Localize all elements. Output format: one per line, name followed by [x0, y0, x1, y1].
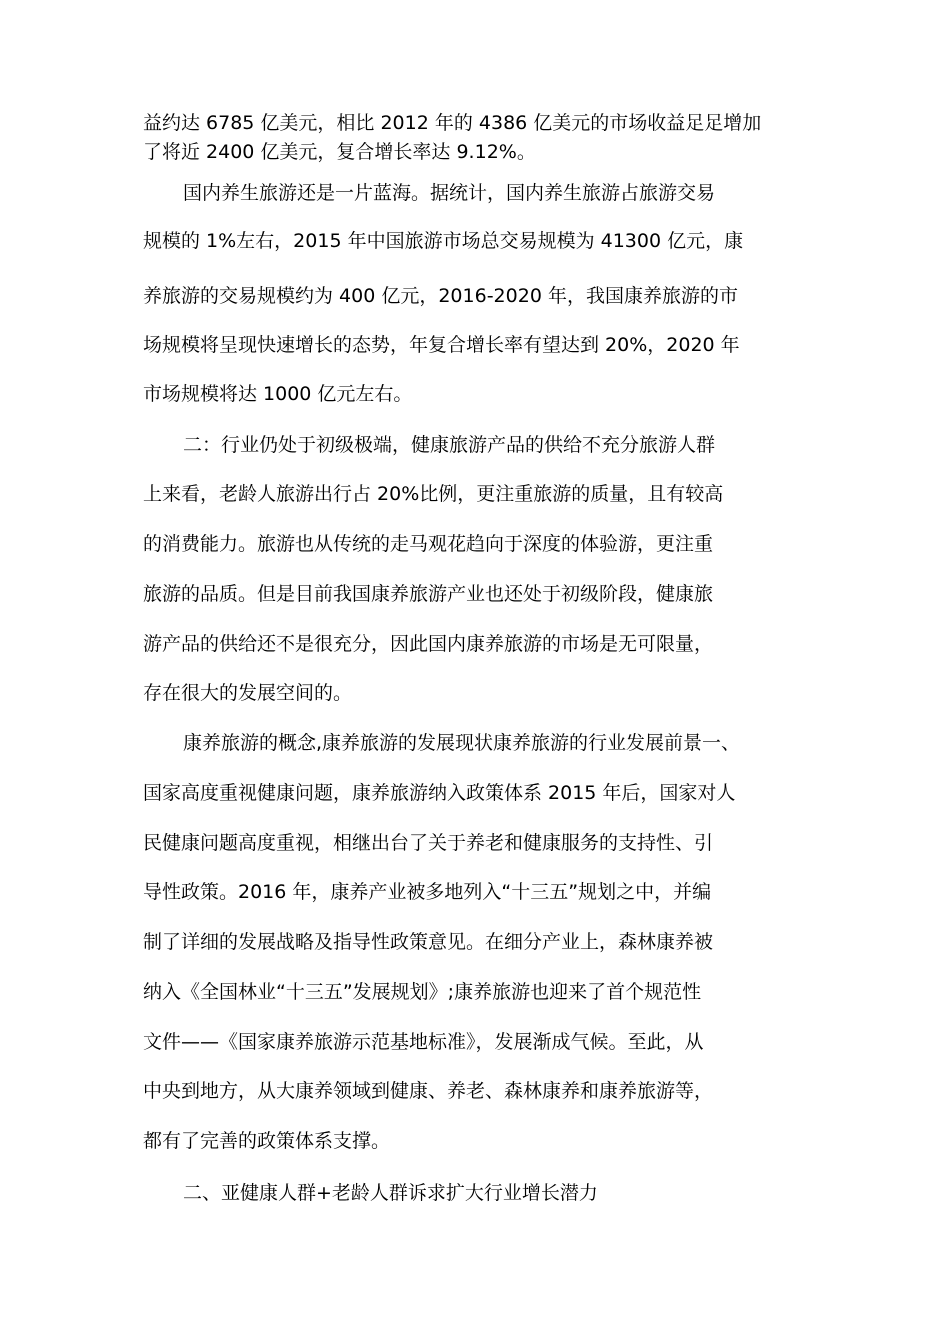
text-line: 了将近 2400 亿美元，复合增长率达 9.12%。 [143, 141, 536, 163]
text-line: 导性政策。2016 年，康养产业被多地列入“十三五”规划之中，并编 [143, 881, 712, 903]
text-line: 游产品的供给还不是很充分，因此国内康养旅游的市场是无可限量， [143, 633, 714, 655]
text-line: 国内养生旅游还是一片蓝海。据统计，国内养生旅游占旅游交易 [183, 182, 716, 204]
text-line: 旅游的品质。但是目前我国康养旅游产业也还处于初级阶段，健康旅 [143, 583, 714, 605]
text-line: 场规模将呈现快速增长的态势，年复合增长率有望达到 20%，2020 年 [143, 334, 740, 356]
text-line: 康养旅游的概念,康养旅游的发展现状康养旅游的行业发展前景一、 [183, 732, 741, 754]
text-line: 益约达 6785 亿美元，相比 2012 年的 4386 亿美元的市场收益足足增加 [143, 112, 762, 134]
text-line: 上来看，老龄人旅游出行占 20%比例，更注重旅游的质量，且有较高 [143, 483, 724, 505]
text-line: 制了详细的发展战略及指导性政策意见。在细分产业上，森林康养被 [143, 931, 714, 953]
text-line: 养旅游的交易规模约为 400 亿元，2016-2020 年，我国康养旅游的市 [143, 285, 738, 307]
text-line: 存在很大的发展空间的。 [143, 682, 353, 704]
text-line: 民健康问题高度重视，相继出台了关于养老和健康服务的支持性、引 [143, 832, 714, 854]
text-line: 中央到地方，从大康养领域到健康、养老、森林康养和康养旅游等， [143, 1080, 714, 1102]
text-line: 国家高度重视健康问题，康养旅游纳入政策体系 2015 年后，国家对人 [143, 782, 736, 804]
text-line: 文件——《国家康养旅游示范基地标准》，发展渐成气候。至此，从 [143, 1031, 704, 1053]
text-line: 都有了完善的政策体系支撑。 [143, 1130, 391, 1152]
text-line: 市场规模将达 1000 亿元左右。 [143, 383, 413, 405]
text-line: 二：行业仍处于初级极端，健康旅游产品的供给不充分旅游人群 [183, 434, 716, 456]
text-line: 的消费能力。旅游也从传统的走马观花趋向于深度的体验游，更注重 [143, 533, 714, 555]
text-line: 规模的 1%左右，2015 年中国旅游市场总交易规模为 41300 亿元，康 [143, 230, 744, 252]
text-line: 二、亚健康人群+老龄人群诉求扩大行业增长潜力 [183, 1182, 598, 1204]
text-line: 纳入《全国林业“十三五”发展规划》;康养旅游也迎来了首个规范性 [143, 981, 702, 1003]
